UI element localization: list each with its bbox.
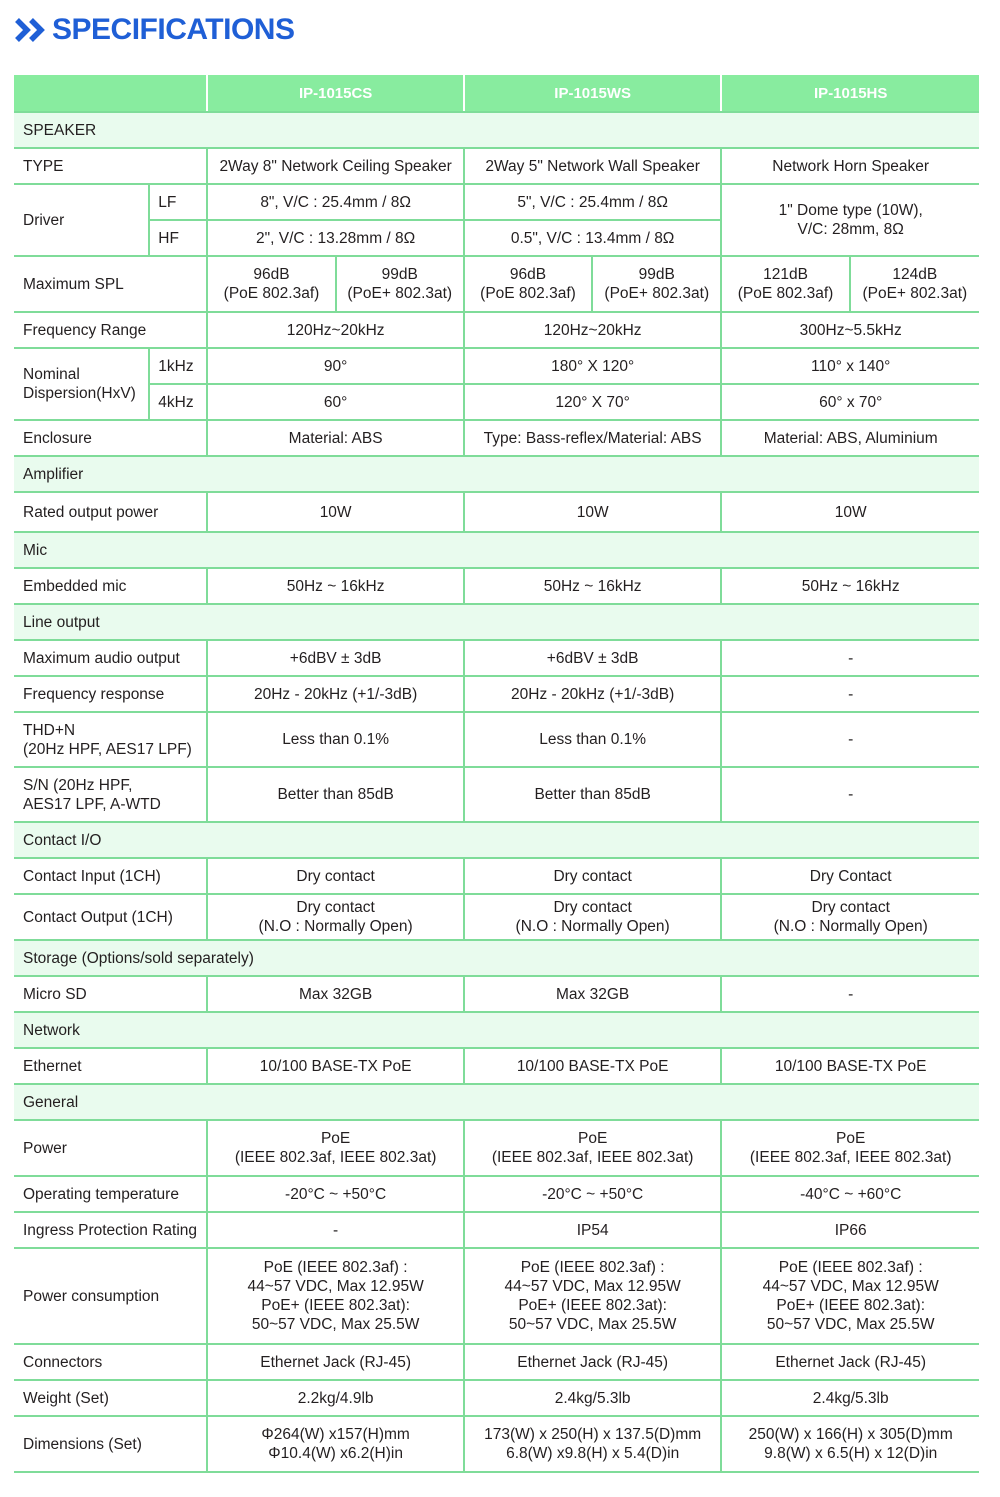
section-row bbox=[14, 112, 979, 148]
sub-label: 1kHz bbox=[149, 348, 207, 384]
row-label: Power consumption bbox=[14, 1248, 207, 1344]
value-line: (PoE 802.3af) bbox=[480, 285, 576, 302]
value-cell: 8", V/C : 25.4mm / 8Ω bbox=[207, 184, 464, 220]
value-cell: IP54 bbox=[464, 1212, 722, 1248]
value-cell: -20°C ~ +50°C bbox=[464, 1176, 722, 1212]
table-row bbox=[14, 976, 979, 1012]
value-cell: - bbox=[721, 676, 979, 712]
table-row bbox=[14, 1380, 979, 1416]
label-line: AES17 LPF, A-WTD bbox=[23, 795, 161, 813]
value-line: 1" Dome type (10W), bbox=[778, 202, 923, 219]
section-label: Network bbox=[14, 1012, 979, 1048]
value-line: 96dB bbox=[253, 266, 290, 283]
value-line: 50~57 VDC, Max 25.5W bbox=[766, 1316, 935, 1333]
value-line: 44~57 VDC, Max 12.95W bbox=[504, 1278, 681, 1295]
label-line: THD+N bbox=[23, 721, 76, 739]
label-line: (20Hz HPF, AES17 LPF) bbox=[23, 740, 192, 758]
table-row bbox=[14, 1344, 979, 1380]
value-line: (PoE 802.3af) bbox=[223, 285, 320, 302]
value-line: 96dB bbox=[509, 266, 547, 283]
value-cell: 10/100 BASE-TX PoE bbox=[721, 1048, 979, 1084]
header-model: IP-1015CS bbox=[207, 75, 464, 112]
value-cell bbox=[721, 1416, 979, 1472]
section-row bbox=[14, 532, 979, 568]
value-cell: 20Hz - 20kHz (+1/-3dB) bbox=[207, 676, 464, 712]
value-cell bbox=[207, 1416, 464, 1472]
value-cell: 10W bbox=[207, 492, 464, 532]
row-label: Power bbox=[14, 1120, 207, 1176]
value-cell: Less than 0.1% bbox=[464, 712, 722, 767]
value-line: 121dB bbox=[763, 266, 808, 283]
value-cell bbox=[464, 894, 722, 940]
value-cell bbox=[207, 894, 464, 940]
value-cell bbox=[721, 1248, 979, 1344]
row-label: Weight (Set) bbox=[14, 1380, 207, 1416]
value-line: PoE bbox=[577, 1130, 608, 1147]
value-cell bbox=[721, 1120, 979, 1176]
value-cell: +6dBV ± 3dB bbox=[464, 640, 722, 676]
table-row bbox=[14, 767, 979, 822]
value-line: Φ10.4(W) x6.2(H)in bbox=[268, 1445, 403, 1462]
row-label: Dimensions (Set) bbox=[14, 1416, 207, 1472]
value-cell bbox=[721, 184, 979, 256]
table-row bbox=[14, 640, 979, 676]
value-line: 99dB bbox=[381, 266, 418, 283]
value-cell: Dry contact bbox=[207, 858, 464, 894]
sub-label: HF bbox=[149, 220, 207, 256]
value-line: 6.8(W) x9.8(H) x 5.4(D)in bbox=[506, 1445, 680, 1462]
row-label: Frequency Range bbox=[14, 312, 207, 348]
value-cell: Better than 85dB bbox=[207, 767, 464, 822]
row-label: Ethernet bbox=[14, 1048, 207, 1084]
table-row bbox=[14, 712, 979, 767]
row-label: Connectors bbox=[14, 1344, 207, 1380]
value-cell: 120Hz~20kHz bbox=[207, 312, 464, 348]
value-cell: 120Hz~20kHz bbox=[464, 312, 722, 348]
row-label bbox=[14, 712, 207, 767]
row-label bbox=[14, 767, 207, 822]
value-cell: +6dBV ± 3dB bbox=[207, 640, 464, 676]
value-line: PoE+ (IEEE 802.3at): bbox=[776, 1297, 926, 1314]
label-line: Nominal bbox=[23, 366, 80, 383]
row-label: Operating temperature bbox=[14, 1176, 207, 1212]
row-label: Contact Output (1CH) bbox=[14, 894, 207, 940]
value-cell bbox=[464, 1248, 722, 1344]
value-cell: - bbox=[721, 976, 979, 1012]
value-cell: - bbox=[721, 712, 979, 767]
section-label: Amplifier bbox=[14, 456, 979, 492]
row-label: Enclosure bbox=[14, 420, 207, 456]
row-label bbox=[14, 348, 149, 420]
table-row bbox=[14, 1416, 979, 1472]
table-row bbox=[14, 1048, 979, 1084]
section-row bbox=[14, 1084, 979, 1120]
value-cell bbox=[207, 1248, 464, 1344]
value-line: (N.O : Normally Open) bbox=[773, 918, 928, 935]
row-label: Contact Input (1CH) bbox=[14, 858, 207, 894]
table-row bbox=[14, 858, 979, 894]
table-row bbox=[14, 1176, 979, 1212]
section-row bbox=[14, 940, 979, 976]
value-cell: - bbox=[721, 767, 979, 822]
value-cell: 2", V/C : 13.28mm / 8Ω bbox=[207, 220, 464, 256]
value-line: 9.8(W) x 6.5(H) x 12(D)in bbox=[764, 1445, 938, 1462]
table-row bbox=[14, 894, 979, 940]
value-line: (PoE+ 802.3at) bbox=[862, 285, 968, 302]
section-row bbox=[14, 822, 979, 858]
value-cell bbox=[592, 256, 721, 312]
specifications-table bbox=[14, 75, 979, 1473]
row-label: Embedded mic bbox=[14, 568, 207, 604]
value-cell: Ethernet Jack (RJ-45) bbox=[207, 1344, 464, 1380]
table-row bbox=[14, 184, 979, 220]
value-line: PoE bbox=[836, 1130, 866, 1147]
value-line: PoE (IEEE 802.3af) : bbox=[263, 1259, 408, 1276]
header-model: IP-1015WS bbox=[464, 75, 722, 112]
value-line: 44~57 VDC, Max 12.95W bbox=[247, 1278, 424, 1295]
table-row bbox=[14, 148, 979, 184]
value-cell: - bbox=[207, 1212, 464, 1248]
value-cell bbox=[721, 256, 849, 312]
value-cell: 2.4kg/5.3lb bbox=[464, 1380, 722, 1416]
value-cell: Material: ABS bbox=[207, 420, 464, 456]
header-blank bbox=[14, 75, 207, 112]
value-cell bbox=[336, 256, 464, 312]
label-line: Dispersion(HxV) bbox=[23, 385, 136, 402]
value-cell: 120° X 70° bbox=[464, 384, 722, 420]
value-cell bbox=[464, 1416, 722, 1472]
value-line: (N.O : Normally Open) bbox=[515, 918, 670, 935]
row-label: Ingress Protection Rating bbox=[14, 1212, 207, 1248]
value-cell: 50Hz ~ 16kHz bbox=[721, 568, 979, 604]
sub-label: 4kHz bbox=[149, 384, 207, 420]
header-model: IP-1015HS bbox=[721, 75, 979, 112]
value-line: 124dB bbox=[892, 266, 938, 283]
table-row bbox=[14, 492, 979, 532]
value-cell: 50Hz ~ 16kHz bbox=[464, 568, 722, 604]
value-cell: 2.2kg/4.9lb bbox=[207, 1380, 464, 1416]
row-label: Frequency response bbox=[14, 676, 207, 712]
value-cell: Network Horn Speaker bbox=[721, 148, 979, 184]
value-cell: -20°C ~ +50°C bbox=[207, 1176, 464, 1212]
value-cell: Material: ABS, Aluminium bbox=[721, 420, 979, 456]
section-label: SPEAKER bbox=[14, 112, 979, 148]
value-cell: Max 32GB bbox=[207, 976, 464, 1012]
value-cell: 180° X 120° bbox=[464, 348, 722, 384]
value-line: Dry contact bbox=[296, 899, 375, 916]
value-cell: 10W bbox=[721, 492, 979, 532]
value-line: Φ264(W) x157(H)mm bbox=[261, 1426, 410, 1443]
value-cell: Ethernet Jack (RJ-45) bbox=[721, 1344, 979, 1380]
section-row bbox=[14, 1012, 979, 1048]
value-line: (N.O : Normally Open) bbox=[258, 918, 413, 935]
value-cell bbox=[850, 256, 979, 312]
value-line: 99dB bbox=[638, 266, 675, 283]
value-cell: 60° bbox=[207, 384, 464, 420]
value-line: 173(W) x 250(H) x 137.5(D)mm bbox=[484, 1426, 702, 1443]
table-row bbox=[14, 1248, 979, 1344]
value-line: 50~57 VDC, Max 25.5W bbox=[251, 1316, 420, 1333]
value-cell: Less than 0.1% bbox=[207, 712, 464, 767]
value-cell: Dry contact bbox=[464, 858, 722, 894]
page-title bbox=[14, 10, 294, 50]
label-line: S/N (20Hz HPF, bbox=[23, 776, 133, 794]
value-line: PoE (IEEE 802.3af) : bbox=[520, 1259, 665, 1276]
value-cell: Ethernet Jack (RJ-45) bbox=[464, 1344, 722, 1380]
table-row bbox=[14, 312, 979, 348]
header-row bbox=[14, 75, 979, 112]
value-cell: -40°C ~ +60°C bbox=[721, 1176, 979, 1212]
value-cell: 0.5", V/C : 13.4mm / 8Ω bbox=[464, 220, 722, 256]
section-row bbox=[14, 604, 979, 640]
value-cell: Type: Bass-reflex/Material: ABS bbox=[464, 420, 722, 456]
value-cell: IP66 bbox=[721, 1212, 979, 1248]
value-cell: 5", V/C : 25.4mm / 8Ω bbox=[464, 184, 722, 220]
double-chevron-right-icon bbox=[14, 15, 48, 45]
value-cell: 20Hz - 20kHz (+1/-3dB) bbox=[464, 676, 722, 712]
value-cell: 10/100 BASE-TX PoE bbox=[464, 1048, 722, 1084]
value-line: (PoE 802.3af) bbox=[737, 285, 834, 302]
value-cell: 60° x 70° bbox=[721, 384, 979, 420]
value-line: 250(W) x 166(H) x 305(D)mm bbox=[748, 1426, 953, 1443]
row-label: Rated output power bbox=[14, 492, 207, 532]
section-label: General bbox=[14, 1084, 979, 1120]
section-label: Contact I/O bbox=[14, 822, 979, 858]
value-cell bbox=[721, 894, 979, 940]
row-label: TYPE bbox=[14, 148, 207, 184]
sub-label: LF bbox=[149, 184, 207, 220]
value-cell: 50Hz ~ 16kHz bbox=[207, 568, 464, 604]
value-line: (IEEE 802.3af, IEEE 802.3at) bbox=[234, 1149, 437, 1166]
value-cell: 2Way 5" Network Wall Speaker bbox=[464, 148, 722, 184]
value-line: Dry contact bbox=[811, 899, 890, 916]
value-cell: - bbox=[721, 640, 979, 676]
table-row bbox=[14, 256, 979, 312]
value-line: (IEEE 802.3af, IEEE 802.3at) bbox=[749, 1149, 952, 1166]
value-line: PoE (IEEE 802.3af) : bbox=[778, 1259, 923, 1276]
section-label: Storage (Options/sold separately) bbox=[14, 940, 979, 976]
title-text: SPECIFICATIONS bbox=[52, 13, 295, 46]
section-row bbox=[14, 456, 979, 492]
value-line: PoE+ (IEEE 802.3at): bbox=[261, 1297, 410, 1314]
row-label: Micro SD bbox=[14, 976, 207, 1012]
value-cell: 300Hz~5.5kHz bbox=[721, 312, 979, 348]
table-row bbox=[14, 384, 979, 420]
value-cell: Dry Contact bbox=[721, 858, 979, 894]
value-line: 50~57 VDC, Max 25.5W bbox=[508, 1316, 677, 1333]
value-line: PoE bbox=[320, 1130, 351, 1147]
row-label: Maximum SPL bbox=[14, 256, 207, 312]
value-line: PoE+ (IEEE 802.3at): bbox=[518, 1297, 667, 1314]
value-line: 44~57 VDC, Max 12.95W bbox=[762, 1278, 939, 1295]
value-cell: 110° x 140° bbox=[721, 348, 979, 384]
value-cell: 90° bbox=[207, 348, 464, 384]
table-row bbox=[14, 1212, 979, 1248]
value-line: Dry contact bbox=[553, 899, 632, 916]
value-line: V/C: 28mm, 8Ω bbox=[797, 221, 904, 238]
value-line: (PoE+ 802.3at) bbox=[347, 285, 453, 302]
value-line: (PoE+ 802.3at) bbox=[604, 285, 710, 302]
table-row bbox=[14, 676, 979, 712]
value-cell: 10/100 BASE-TX PoE bbox=[207, 1048, 464, 1084]
value-cell: Max 32GB bbox=[464, 976, 722, 1012]
table-row bbox=[14, 568, 979, 604]
value-line: (IEEE 802.3af, IEEE 802.3at) bbox=[491, 1149, 694, 1166]
value-cell: 2.4kg/5.3lb bbox=[721, 1380, 979, 1416]
value-cell bbox=[464, 1120, 722, 1176]
table-row bbox=[14, 348, 979, 384]
row-label: Maximum audio output bbox=[14, 640, 207, 676]
table-row bbox=[14, 1120, 979, 1176]
value-cell bbox=[464, 256, 592, 312]
row-label: Driver bbox=[14, 184, 149, 256]
value-cell: 10W bbox=[464, 492, 722, 532]
section-label: Line output bbox=[14, 604, 979, 640]
table-row bbox=[14, 420, 979, 456]
value-cell: 2Way 8" Network Ceiling Speaker bbox=[207, 148, 464, 184]
value-cell bbox=[207, 256, 335, 312]
value-cell bbox=[207, 1120, 464, 1176]
section-label: Mic bbox=[14, 532, 979, 568]
value-cell: Better than 85dB bbox=[464, 767, 722, 822]
